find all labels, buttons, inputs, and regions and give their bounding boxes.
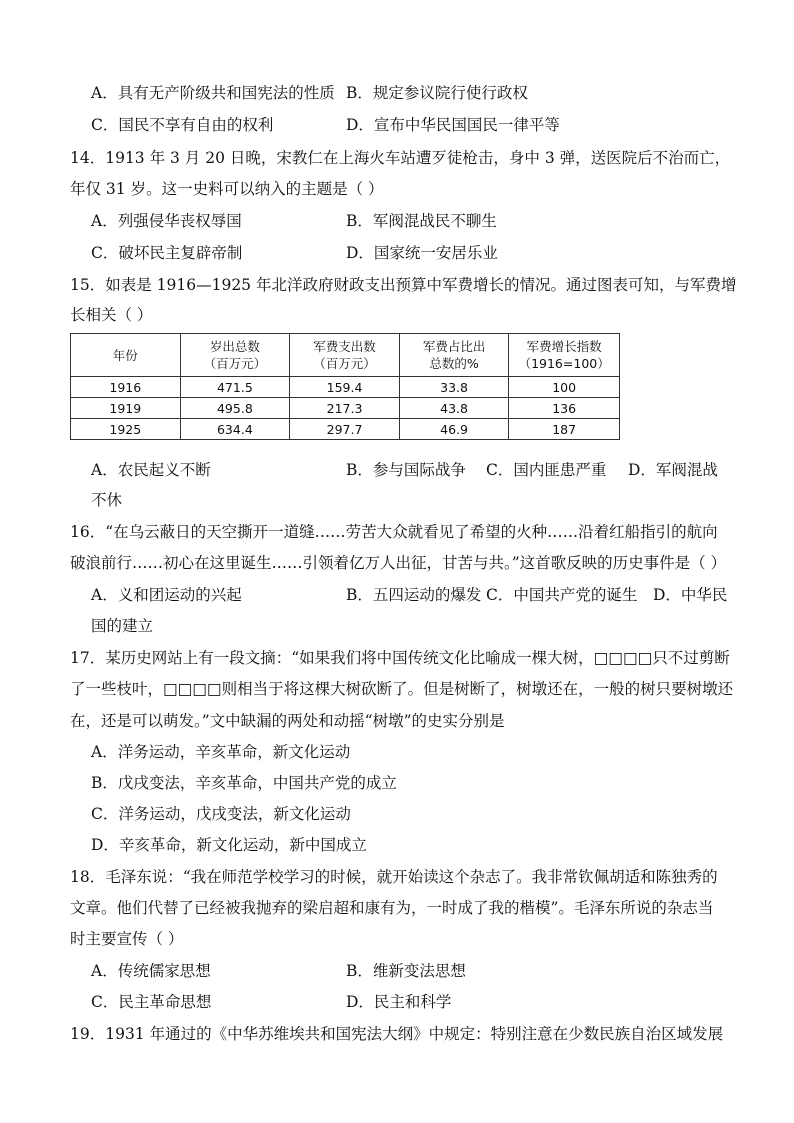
table-cell: 297.7 xyxy=(290,419,400,440)
q17-option-c[interactable]: C．洋务运动，戊戌变法，新文化运动 xyxy=(91,805,351,823)
q15-stem-line-2: 长相关（ ） xyxy=(70,306,153,324)
table-cell: 100 xyxy=(509,377,620,398)
q16-option-a[interactable]: A．义和团运动的兴起 xyxy=(91,586,242,604)
q14-option-a[interactable]: A．列强侵华丧权辱国 xyxy=(91,212,242,230)
q18-option-c[interactable]: C．民主革命思想 xyxy=(91,993,212,1011)
q17-stem-line-3: 在，还是可以萌发。”文中缺漏的两处和动摇“树墩”的史实分别是 xyxy=(70,712,505,730)
table-row xyxy=(71,377,620,398)
q18-stem-line-3: 时主要宣传（ ） xyxy=(70,930,184,948)
table-cell: 1916 xyxy=(71,377,181,398)
table-cell: 634.4 xyxy=(180,419,290,440)
q17-stem-line-1: 17．某历史网站上有一段文摘：“如果我们将中国传统文化比喻成一棵大树，□□□□只不过剪断 xyxy=(70,649,730,667)
q16-option-d[interactable]: D．中华民 xyxy=(653,586,728,604)
table-cell: 33.8 xyxy=(399,377,508,398)
q17-stem-line-2: 了一些枝叶，□□□□则相当于将这棵大树砍断了。但是树断了，树墩还在，一般的树只要树墩还 xyxy=(70,680,734,698)
table-row xyxy=(71,419,620,440)
table-header-total-expenditure: 岁出总数 （百万元） xyxy=(180,334,290,377)
q19-stem-line-1: 19．1931 年通过的《中华苏维埃共和国宪法大纲》中规定：特别注意在少数民族自治区域发展 xyxy=(70,1025,724,1043)
q14-stem-line-1: 14．1913 年 3 月 20 日晚，宋教仁在上海火车站遭歹徒枪击，身中 3 弹，送医院后不治而亡， xyxy=(70,149,731,167)
table-cell: 43.8 xyxy=(399,398,508,419)
q16-stem-line-2: 破浪前行……初心在这里诞生……引领着亿万人出征，甘苦与共。”这首歌反映的历史事件是（ ） xyxy=(70,554,727,572)
table-header-year: 年份 xyxy=(71,334,181,377)
q14-stem-line-2: 年仅 31 岁。这一史料可以纳入的主题是（ ） xyxy=(70,180,384,198)
q18-stem-line-1: 18．毛泽东说：“我在师范学校学习的时候，就开始读这个杂志了。我非常钦佩胡适和陈独秀的 xyxy=(70,868,718,886)
q17-option-a[interactable]: A．洋务运动，辛亥革命，新文化运动 xyxy=(91,743,351,761)
table-header-military-share: 军费占比出 总数的% xyxy=(399,334,508,377)
q13-option-a[interactable]: A．具有无产阶级共和国宪法的性质 xyxy=(91,84,335,102)
q16-option-c[interactable]: C．中国共产党的诞生 xyxy=(486,586,638,604)
q14-option-c[interactable]: C．破坏民主复辟帝制 xyxy=(91,244,243,262)
q15-option-b[interactable]: B．参与国际战争 xyxy=(346,461,466,479)
q15-option-c[interactable]: C．国内匪患严重 xyxy=(486,461,607,479)
table-cell: 217.3 xyxy=(290,398,400,419)
q18-stem-line-2: 文章。他们代替了已经被我抛弃的梁启超和康有为，一时成了我的楷模”。毛泽东所说的杂志当 xyxy=(70,899,714,917)
table-cell: 1925 xyxy=(71,419,181,440)
table-row xyxy=(71,398,620,419)
table-cell: 159.4 xyxy=(290,377,400,398)
q16-stem-line-1: 16．“在乌云蔽日的天空撕开一道缝……劳苦大众就看见了希望的火种……沿着红船指引的航向 xyxy=(70,523,718,541)
table-cell: 1919 xyxy=(71,398,181,419)
table-header-growth-index: 军费增长指数 （1916=100） xyxy=(509,334,620,377)
table-cell: 136 xyxy=(509,398,620,419)
q17-option-d[interactable]: D．辛亥革命，新文化运动，新中国成立 xyxy=(91,836,367,854)
q13-option-b[interactable]: B．规定参议院行使行政权 xyxy=(346,84,528,102)
q15-option-a[interactable]: A．农民起义不断 xyxy=(91,461,211,479)
q14-option-d[interactable]: D．国家统一安居乐业 xyxy=(346,244,498,262)
military-budget-table xyxy=(70,333,620,440)
q16-option-b[interactable]: B．五四运动的爆发 xyxy=(346,586,482,604)
q13-option-d[interactable]: D．宣布中华民国国民一律平等 xyxy=(346,116,560,134)
table-cell: 495.8 xyxy=(180,398,290,419)
q14-option-b[interactable]: B．军阀混战民不聊生 xyxy=(346,212,497,230)
q18-option-b[interactable]: B．维新变法思想 xyxy=(346,962,466,980)
q16-option-d-continued: 国的建立 xyxy=(91,617,154,635)
q15-option-d-continued: 不休 xyxy=(91,491,123,509)
table-cell: 187 xyxy=(509,419,620,440)
q15-stem-line-1: 15．如表是 1916—1925 年北洋政府财政支出预算中军费增长的情况。通过图表可知，与军费增 xyxy=(70,276,737,294)
table-cell: 46.9 xyxy=(399,419,508,440)
q13-option-c[interactable]: C．国民不享有自由的权利 xyxy=(91,116,274,134)
q15-option-d[interactable]: D．军阀混战 xyxy=(628,461,718,479)
table-header-military-expenditure: 军费支出数 （百万元） xyxy=(290,334,400,377)
q18-option-a[interactable]: A．传统儒家思想 xyxy=(91,962,211,980)
q18-option-d[interactable]: D．民主和科学 xyxy=(346,993,452,1011)
table-cell: 471.5 xyxy=(180,377,290,398)
q17-option-b[interactable]: B．戊戌变法，辛亥革命，中国共产党的成立 xyxy=(91,774,397,792)
table-header-row xyxy=(71,334,620,377)
